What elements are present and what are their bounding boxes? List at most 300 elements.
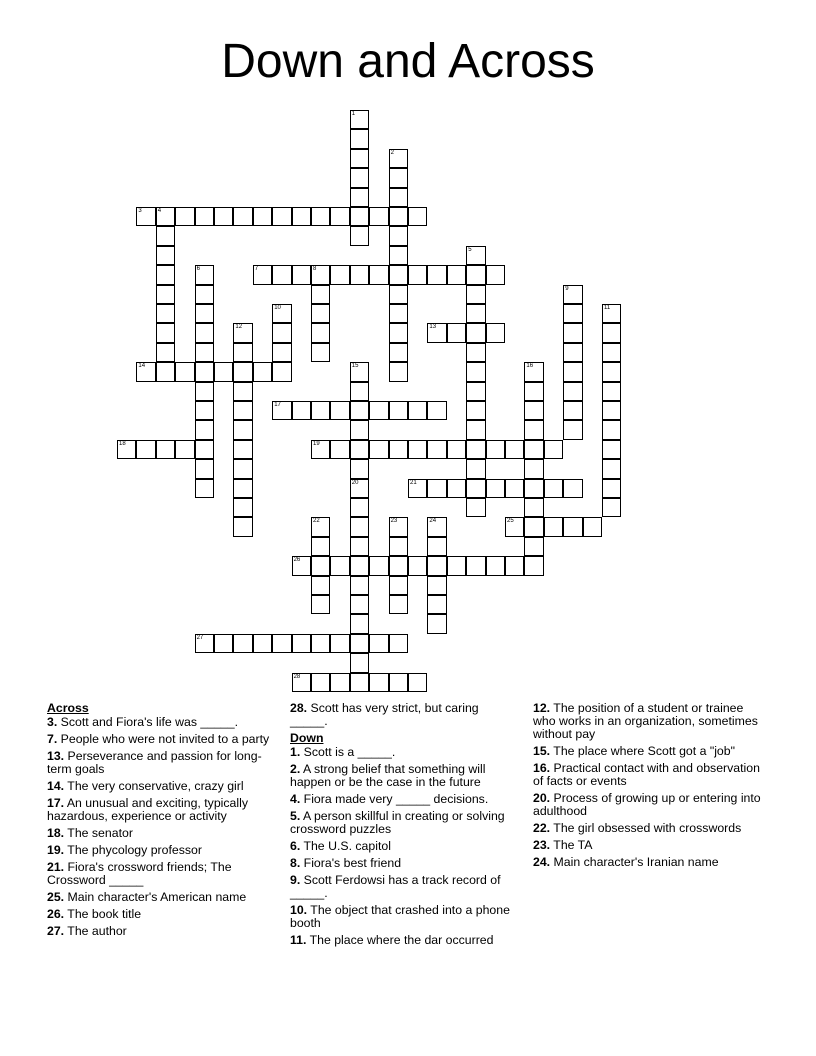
grid-cell[interactable]: [311, 323, 330, 342]
down-clue: [290, 746, 518, 759]
grid-cell[interactable]: [253, 634, 272, 653]
grid-cell[interactable]: [330, 207, 349, 226]
grid-cell[interactable]: [602, 420, 621, 439]
grid-cell[interactable]: [563, 420, 582, 439]
grid-cell[interactable]: [602, 382, 621, 401]
grid-cell[interactable]: [583, 517, 602, 536]
grid-cell[interactable]: [350, 614, 369, 633]
grid-cell[interactable]: [524, 479, 543, 498]
grid-cell[interactable]: [253, 265, 272, 284]
grid-cell[interactable]: [350, 556, 369, 575]
clue-text: The place where the dar occurred: [306, 933, 494, 947]
grid-cell[interactable]: [350, 440, 369, 459]
clue-number: 9: [565, 285, 569, 292]
clue-text: Scott Ferdowsi has a track record of _____.: [290, 873, 501, 900]
grid-cell[interactable]: [486, 556, 505, 575]
grid-cell[interactable]: [175, 440, 194, 459]
clue-text: The TA: [550, 838, 593, 852]
down-clue: [290, 763, 518, 789]
grid-cell[interactable]: [466, 304, 485, 323]
clue-number: 28: [293, 673, 301, 680]
grid-cell[interactable]: [408, 479, 427, 498]
grid-cell[interactable]: [330, 634, 349, 653]
grid-cell[interactable]: [447, 556, 466, 575]
grid-cell[interactable]: [389, 226, 408, 245]
grid-cell[interactable]: [156, 362, 175, 381]
grid-cell[interactable]: [233, 343, 252, 362]
grid-cell[interactable]: [233, 323, 252, 342]
clue-number: 8: [313, 266, 317, 273]
grid-cell[interactable]: [427, 440, 446, 459]
clue-number: 16.: [533, 761, 551, 775]
grid-cell[interactable]: [389, 556, 408, 575]
grid-cell[interactable]: [330, 265, 349, 284]
grid-cell[interactable]: [195, 265, 214, 284]
clue-number: 25.: [47, 890, 65, 904]
clue-text: The place where Scott got a "job": [550, 744, 735, 758]
grid-cell[interactable]: [136, 207, 155, 226]
grid-cell[interactable]: [156, 440, 175, 459]
grid-cell[interactable]: [389, 634, 408, 653]
across-clue: [47, 844, 272, 857]
clue-number: 8.: [290, 856, 301, 870]
grid-cell[interactable]: [233, 440, 252, 459]
clue-number: 15.: [533, 744, 551, 758]
grid-cell[interactable]: [544, 440, 563, 459]
grid-cell[interactable]: [369, 265, 388, 284]
grid-cell[interactable]: [156, 323, 175, 342]
grid-cell[interactable]: [350, 653, 369, 672]
grid-cell[interactable]: [563, 362, 582, 381]
grid-cell[interactable]: [369, 440, 388, 459]
grid-cell[interactable]: [563, 479, 582, 498]
clue-number: 26.: [47, 907, 65, 921]
down-clue: [290, 793, 518, 806]
clue-number: 22: [313, 518, 320, 525]
grid-cell[interactable]: [195, 459, 214, 478]
grid-cell[interactable]: [524, 362, 543, 381]
grid-cell[interactable]: [233, 459, 252, 478]
across-heading: Across: [47, 701, 89, 715]
clue-number: 6.: [290, 839, 301, 853]
grid-cell[interactable]: [466, 420, 485, 439]
grid-cell[interactable]: [602, 304, 621, 323]
grid-cell[interactable]: [544, 479, 563, 498]
grid-cell[interactable]: [427, 265, 446, 284]
grid-cell[interactable]: [195, 440, 214, 459]
clue-text: People who were not invited to a party: [57, 732, 270, 746]
grid-cell[interactable]: [350, 129, 369, 148]
clue-text: An unusual and exciting, typically hazardous, experience or activity: [47, 796, 248, 823]
grid-cell[interactable]: [350, 459, 369, 478]
grid-cell[interactable]: [505, 556, 524, 575]
clue-number: 19: [313, 440, 320, 447]
grid-cell[interactable]: [350, 265, 369, 284]
grid-cell[interactable]: [195, 362, 214, 381]
grid-cell[interactable]: [330, 440, 349, 459]
grid-cell[interactable]: [350, 673, 369, 692]
down-clue: [290, 934, 518, 947]
grid-cell[interactable]: [195, 304, 214, 323]
grid-cell[interactable]: [602, 440, 621, 459]
grid-cell[interactable]: [350, 226, 369, 245]
grid-cell[interactable]: [389, 168, 408, 187]
clue-number: 21: [410, 479, 417, 486]
grid-cell[interactable]: [408, 265, 427, 284]
clue-number: 14.: [47, 779, 65, 793]
grid-cell[interactable]: [311, 556, 330, 575]
grid-cell[interactable]: [311, 595, 330, 614]
grid-cell[interactable]: [602, 459, 621, 478]
grid-cell[interactable]: [175, 362, 194, 381]
grid-cell[interactable]: [389, 207, 408, 226]
grid-cell[interactable]: [350, 537, 369, 556]
across-clue: [47, 733, 272, 746]
across-clue-list: [47, 716, 272, 938]
grid-cell[interactable]: [233, 479, 252, 498]
grid-cell[interactable]: [466, 556, 485, 575]
grid-cell[interactable]: [466, 343, 485, 362]
grid-cell[interactable]: [427, 517, 446, 536]
grid-cell[interactable]: [466, 479, 485, 498]
down-clue: [290, 904, 518, 930]
clues-column-2: [290, 702, 518, 951]
clue-number: 4: [157, 208, 162, 214]
grid-cell[interactable]: [524, 537, 543, 556]
grid-cell[interactable]: [505, 479, 524, 498]
grid-cell[interactable]: [427, 479, 446, 498]
grid-cell[interactable]: [350, 401, 369, 420]
grid-cell[interactable]: [602, 323, 621, 342]
grid-cell[interactable]: [350, 168, 369, 187]
grid-cell[interactable]: [427, 401, 446, 420]
grid-cell[interactable]: [311, 537, 330, 556]
grid-cell[interactable]: [311, 401, 330, 420]
grid-cell[interactable]: [447, 479, 466, 498]
grid-cell[interactable]: [350, 634, 369, 653]
grid-cell[interactable]: [369, 556, 388, 575]
grid-cell[interactable]: [156, 226, 175, 245]
grid-cell[interactable]: [466, 246, 485, 265]
grid-cell[interactable]: [311, 285, 330, 304]
grid-cell[interactable]: [253, 362, 272, 381]
down-clue: [290, 810, 518, 836]
clue-text: Main character's American name: [64, 890, 247, 904]
grid-cell[interactable]: [486, 323, 505, 342]
clue-number: 15: [351, 363, 359, 370]
grid-cell[interactable]: [369, 673, 388, 692]
grid-cell[interactable]: [195, 401, 214, 420]
grid-cell[interactable]: [427, 614, 446, 633]
grid-cell[interactable]: [253, 207, 272, 226]
grid-cell[interactable]: [350, 595, 369, 614]
grid-cell[interactable]: [292, 265, 311, 284]
grid-cell[interactable]: [233, 382, 252, 401]
grid-cell[interactable]: [486, 265, 505, 284]
grid-cell[interactable]: [408, 440, 427, 459]
grid-cell[interactable]: [136, 362, 155, 381]
grid-cell[interactable]: [524, 401, 543, 420]
grid-cell[interactable]: [195, 479, 214, 498]
grid-cell[interactable]: [195, 382, 214, 401]
grid-cell[interactable]: [389, 343, 408, 362]
grid-cell[interactable]: [524, 420, 543, 439]
grid-cell[interactable]: [466, 459, 485, 478]
grid-cell[interactable]: [292, 401, 311, 420]
clue-number: 2: [390, 149, 394, 156]
grid-cell[interactable]: [544, 517, 563, 536]
grid-cell[interactable]: [505, 517, 524, 536]
grid-cell[interactable]: [195, 420, 214, 439]
grid-cell[interactable]: [389, 576, 408, 595]
clue-number: 20: [351, 479, 359, 486]
grid-cell[interactable]: [524, 382, 543, 401]
across-clue: [47, 861, 272, 887]
grid-cell[interactable]: [563, 343, 582, 362]
clue-number: 19.: [47, 843, 65, 857]
grid-cell[interactable]: [195, 343, 214, 362]
grid-cell[interactable]: [156, 343, 175, 362]
grid-cell[interactable]: [524, 556, 543, 575]
grid-cell[interactable]: [272, 343, 291, 362]
clue-number: 3.: [47, 715, 58, 729]
across-clue: [47, 780, 272, 793]
grid-cell[interactable]: [311, 576, 330, 595]
grid-cell[interactable]: [350, 188, 369, 207]
grid-cell[interactable]: [350, 479, 369, 498]
grid-cell[interactable]: [602, 401, 621, 420]
grid-cell[interactable]: [447, 323, 466, 342]
grid-cell[interactable]: [408, 401, 427, 420]
grid-cell[interactable]: [447, 440, 466, 459]
grid-cell[interactable]: [156, 304, 175, 323]
down-heading: Down: [290, 731, 324, 745]
grid-cell[interactable]: [272, 323, 291, 342]
down-clue: [533, 702, 765, 741]
grid-cell[interactable]: [195, 285, 214, 304]
clue-number: 23: [390, 518, 398, 525]
clue-number: 10: [274, 305, 281, 311]
grid-cell[interactable]: [214, 634, 233, 653]
grid-cell[interactable]: [272, 304, 291, 323]
grid-cell[interactable]: [311, 440, 330, 459]
grid-cell[interactable]: [524, 459, 543, 478]
page-title: Down and Across: [221, 35, 595, 88]
grid-cell[interactable]: [389, 304, 408, 323]
clue-text: A strong belief that something will happen or be the case in the future: [290, 762, 486, 789]
clue-text: The author: [64, 924, 127, 938]
grid-cell[interactable]: [524, 517, 543, 536]
grid-cell[interactable]: [369, 634, 388, 653]
clue-number: 20.: [533, 791, 551, 805]
grid-cell[interactable]: [311, 634, 330, 653]
grid-cell[interactable]: [389, 673, 408, 692]
grid-cell[interactable]: [272, 265, 291, 284]
grid-cell[interactable]: [233, 420, 252, 439]
grid-cell[interactable]: [272, 634, 291, 653]
grid-cell[interactable]: [311, 343, 330, 362]
grid-cell[interactable]: [311, 304, 330, 323]
grid-cell[interactable]: [156, 246, 175, 265]
grid-cell[interactable]: [505, 440, 524, 459]
grid-cell[interactable]: [389, 537, 408, 556]
grid-cell[interactable]: [117, 440, 136, 459]
grid-cell[interactable]: [292, 634, 311, 653]
clue-number: 5: [468, 246, 472, 253]
grid-cell[interactable]: [447, 265, 466, 284]
grid-cell[interactable]: [330, 401, 349, 420]
grid-cell[interactable]: [602, 343, 621, 362]
grid-cell[interactable]: [389, 188, 408, 207]
down-clue: [533, 745, 765, 758]
clue-number: 27.: [47, 924, 65, 938]
grid-cell[interactable]: [427, 576, 446, 595]
grid-cell[interactable]: [311, 517, 330, 536]
grid-cell[interactable]: [408, 673, 427, 692]
grid-cell[interactable]: [350, 576, 369, 595]
grid-cell[interactable]: [602, 362, 621, 381]
grid-cell[interactable]: [311, 207, 330, 226]
clue-text: The girl obsessed with crosswords: [550, 821, 742, 835]
grid-cell[interactable]: [602, 498, 621, 517]
grid-cell[interactable]: [408, 207, 427, 226]
grid-cell[interactable]: [563, 323, 582, 342]
grid-cell[interactable]: [350, 207, 369, 226]
clue-number: 9.: [290, 873, 301, 887]
grid-cell[interactable]: [466, 401, 485, 420]
grid-cell[interactable]: [233, 362, 252, 381]
across-clue: [47, 750, 272, 776]
grid-cell[interactable]: [311, 673, 330, 692]
clue-number: 4.: [290, 792, 301, 806]
grid-cell[interactable]: [389, 246, 408, 265]
grid-cell[interactable]: [214, 362, 233, 381]
grid-cell[interactable]: [350, 110, 369, 129]
grid-cell[interactable]: [350, 498, 369, 517]
clue-number: 12: [235, 324, 243, 331]
grid-cell[interactable]: [466, 323, 485, 342]
grid-cell[interactable]: [233, 498, 252, 517]
down-clue: [533, 792, 765, 818]
grid-cell[interactable]: [427, 537, 446, 556]
across-clue: [290, 702, 518, 728]
clue-text: Main character's Iranian name: [550, 855, 719, 869]
grid-cell[interactable]: [563, 517, 582, 536]
grid-cell[interactable]: [156, 207, 175, 226]
grid-cell[interactable]: [563, 382, 582, 401]
grid-cell[interactable]: [136, 440, 155, 459]
clue-text: Fiora's crossword friends; The Crossword _____: [47, 860, 232, 887]
grid-cell[interactable]: [563, 304, 582, 323]
grid-cell[interactable]: [466, 382, 485, 401]
grid-cell[interactable]: [175, 207, 194, 226]
across-clue: [47, 827, 272, 840]
grid-cell[interactable]: [195, 634, 214, 653]
grid-cell[interactable]: [602, 479, 621, 498]
grid-cell[interactable]: [272, 401, 291, 420]
clue-number: 7.: [47, 732, 58, 746]
grid-cell[interactable]: [389, 265, 408, 284]
grid-cell[interactable]: [466, 498, 485, 517]
grid-cell[interactable]: [466, 362, 485, 381]
grid-cell[interactable]: [427, 323, 446, 342]
grid-cell[interactable]: [369, 401, 388, 420]
grid-cell[interactable]: [350, 149, 369, 168]
grid-cell[interactable]: [330, 556, 349, 575]
grid-cell[interactable]: [156, 285, 175, 304]
grid-cell[interactable]: [389, 285, 408, 304]
grid-cell[interactable]: [233, 634, 252, 653]
grid-cell[interactable]: [330, 673, 349, 692]
grid-cell[interactable]: [214, 207, 233, 226]
grid-cell[interactable]: [195, 323, 214, 342]
grid-cell[interactable]: [408, 556, 427, 575]
grid-cell[interactable]: [350, 420, 369, 439]
grid-cell[interactable]: [389, 362, 408, 381]
grid-cell[interactable]: [233, 401, 252, 420]
grid-cell[interactable]: [292, 673, 311, 692]
clue-text: The object that crashed into a phone booth: [290, 903, 510, 930]
clue-number: 11.: [290, 933, 307, 947]
clue-text: The U.S. capitol: [300, 839, 391, 853]
grid-cell[interactable]: [272, 362, 291, 381]
grid-cell[interactable]: [350, 517, 369, 536]
grid-cell[interactable]: [466, 440, 485, 459]
clue-text: The book title: [64, 907, 142, 921]
grid-cell[interactable]: [350, 362, 369, 381]
clue-text: Perseverance and passion for long-term goals: [47, 749, 262, 776]
grid-cell[interactable]: [524, 498, 543, 517]
down-clue: [533, 822, 765, 835]
clue-number: 14: [138, 363, 146, 370]
grid-cell[interactable]: [486, 440, 505, 459]
clue-number: 18.: [47, 826, 65, 840]
grid-cell[interactable]: [486, 479, 505, 498]
grid-cell[interactable]: [233, 207, 252, 226]
grid-cell[interactable]: [466, 285, 485, 304]
grid-cell[interactable]: [389, 440, 408, 459]
down-clue: [533, 762, 765, 788]
grid-cell[interactable]: [563, 285, 582, 304]
down-clue-list-continued: [533, 702, 765, 869]
grid-cell[interactable]: [292, 207, 311, 226]
grid-cell[interactable]: [292, 556, 311, 575]
grid-cell[interactable]: [427, 556, 446, 575]
grid-cell[interactable]: [369, 207, 388, 226]
across-clue-list-continued: [290, 702, 518, 728]
grid-cell[interactable]: [563, 401, 582, 420]
grid-cell[interactable]: [233, 517, 252, 536]
grid-cell[interactable]: [427, 595, 446, 614]
grid-cell[interactable]: [389, 401, 408, 420]
grid-cell[interactable]: [389, 323, 408, 342]
down-clue: [290, 857, 518, 870]
grid-cell[interactable]: [272, 207, 291, 226]
clue-number: 3: [138, 208, 142, 214]
clue-text: The senator: [64, 826, 133, 840]
clue-text: Process of growing up or entering into adulthood: [533, 791, 761, 818]
clue-number: 1.: [290, 745, 301, 759]
grid-cell[interactable]: [156, 265, 175, 284]
grid-cell[interactable]: [389, 595, 408, 614]
grid-cell[interactable]: [466, 265, 485, 284]
grid-cell[interactable]: [524, 440, 543, 459]
grid-cell[interactable]: [311, 265, 330, 284]
grid-cell[interactable]: [195, 207, 214, 226]
grid-cell[interactable]: [389, 149, 408, 168]
grid-cell[interactable]: [389, 517, 408, 536]
grid-cell[interactable]: [350, 382, 369, 401]
